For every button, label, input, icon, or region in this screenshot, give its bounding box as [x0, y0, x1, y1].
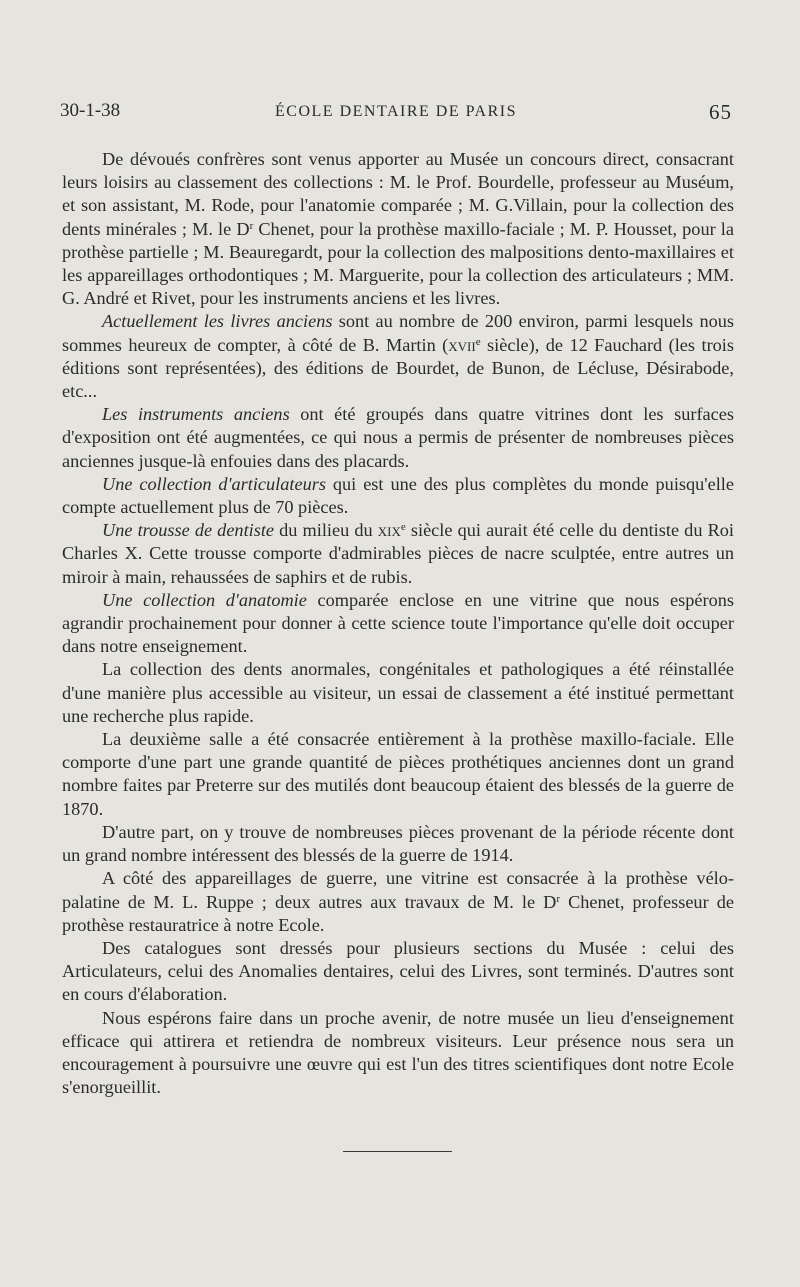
end-rule — [343, 1151, 452, 1152]
text-run: Nous espérons faire dans un proche avenir, de notre musée un lieu d'enseignement efficace qui attirera et retiendra de nombreux visiteurs. Leur présence nous sera un encouragement à poursuivre une œuvre qui est l'un des titres scientifiques dont notre Ecole s'enorgueillit. — [62, 1007, 734, 1098]
article-body — [62, 148, 734, 1099]
text-run: xvii — [448, 334, 476, 355]
paragraph — [62, 937, 734, 1007]
paragraph — [62, 867, 734, 937]
italic-lead: Actuellement les livres anciens — [102, 311, 333, 332]
text-run: siècle), de 12 Fauchard (les trois éditions sont représentées), des éditions de Bourdet, de Bunon, de Lécluse, Désirabode, etc... — [62, 334, 734, 402]
paragraph — [62, 658, 734, 728]
italic-lead: Une collection d'articulateurs — [102, 473, 326, 494]
paragraph — [62, 728, 734, 821]
journal-title: ÉCOLE DENTAIRE DE PARIS — [275, 103, 517, 120]
italic-lead: Une trousse de dentiste — [102, 520, 275, 541]
superscript: r — [249, 219, 254, 232]
paragraph — [62, 589, 734, 659]
paragraph — [62, 1007, 734, 1100]
paragraph — [62, 310, 734, 403]
text-run: comparée enclose en une vitrine que nous espérons agrandir prochainement pour donner à cette science toute l'importance qu'elle doit occuper dans notre enseignement. — [62, 589, 734, 657]
text-run: La deuxième salle a été consacrée entièrement à la prothèse maxillo-faciale. Elle comporte d'une part une grande quantité de pièces prothétiques anciennes dont un grand nombre faites par Preterre sur des mutilés dont beaucoup étaient des blessés de la guerre de 1870. — [62, 729, 734, 819]
text-run: xix — [377, 520, 401, 541]
text-run: Chenet, professeur de prothèse restauratrice à notre Ecole. — [62, 891, 734, 935]
text-run: La collection des dents anormales, congénitales et pathologiques a été réinstallée d'une manière plus accessible au visiteur, un essai de classement a été institué permettant une recherche plus rapide. — [62, 659, 734, 726]
superscript: r — [556, 892, 561, 905]
text-run: ont été groupés dans quatre vitrines dont les surfaces d'exposition ont été augmentées, ce qui nous a permis de présenter de nombreuses pièces anciennes jusque-là enfouies dans des placards. — [62, 404, 734, 471]
paragraph — [62, 519, 734, 589]
text-run: Chenet, pour la prothèse maxillo-faciale ; M. P. Housset, pour la prothèse partielle ; M. Beauregardt, pour la collection des malpositions dento-maxillaires et les appareillages orthodontiques ; M. Marguerite, pour la collection des articulateurs ; MM. G. André et Rivet, pour les instruments anciens et les livres. — [62, 218, 734, 309]
superscript: e — [475, 335, 481, 348]
text-run: De dévoués confrères sont venus apporter au Musée un concours direct, consacrant leurs loisirs au classement des collections : M. le Prof. Bourdelle, professeur au Muséum, et son assistant, M. Rode, pour l'anatomie comparée ; M. G.Villain, pour la collection des dents minérales ; M. le D — [62, 149, 734, 239]
text-run: Des catalogues sont dressés pour plusieurs sections du Musée : celui des Articulateurs, celui des Anomalies dentaires, celui des Livres, sont terminés. D'autres sont en cours d'élaboration. — [62, 937, 734, 1005]
page-number: 65 — [709, 100, 732, 124]
text-run: siècle qui aurait été celle du dentiste du Roi Charles X. Cette trousse comporte d'admirables pièces de nacre sculptée, entre autres un miroir à main, rehaussées de saphirs et de rubis. — [62, 520, 734, 587]
text-run: sont au nombre de 200 environ, parmi lesquels nous sommes heureux de compter, à côté de B. Martin ( — [62, 311, 734, 355]
paragraph — [62, 821, 734, 867]
text-run: A côté des appareillages de guerre, une vitrine est consacrée à la prothèse vélo-palatine de M. L. Ruppe ; deux autres aux travaux de M. le D — [62, 868, 734, 912]
superscript: e — [400, 521, 406, 534]
paragraph — [62, 403, 734, 473]
italic-lead: Une collection d'anatomie — [102, 589, 307, 610]
issue-date: 30-1-38 — [60, 100, 121, 121]
paragraph — [62, 148, 734, 310]
text-run: qui est une des plus complètes du monde puisqu'elle compte actuellement plus de 70 pièces. — [62, 473, 734, 518]
paragraph — [62, 473, 734, 519]
text-run: D'autre part, on y trouve de nombreuses pièces provenant de la période récente dont un grand nombre intéressent des blessés de la guerre de 1914. — [62, 821, 734, 866]
running-head — [60, 100, 732, 128]
italic-lead: Les instruments anciens — [102, 404, 290, 425]
text-run: du milieu du — [274, 520, 378, 541]
